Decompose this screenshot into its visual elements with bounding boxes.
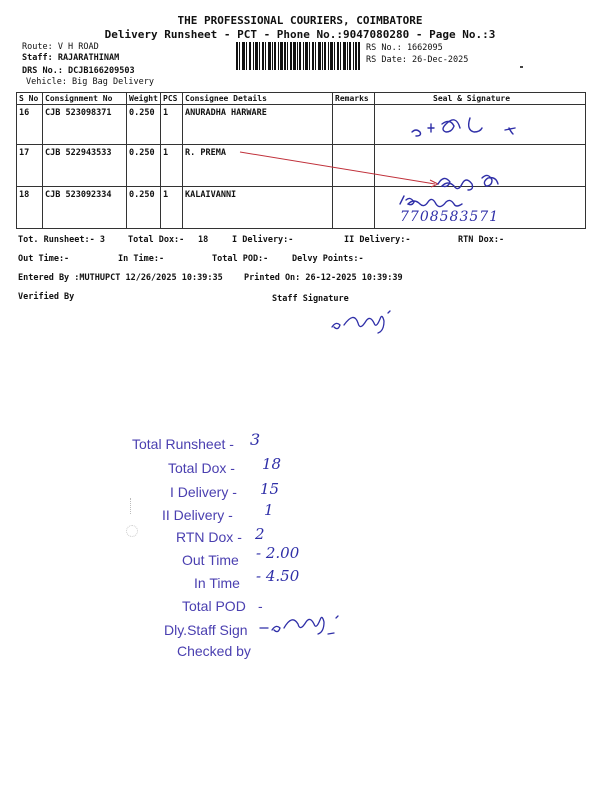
rs-number: RS No.: 1662095 bbox=[366, 43, 443, 53]
cell-weight: 0.250 bbox=[127, 145, 161, 187]
company-title: THE PROFESSIONAL COURIERS, COIMBATORE bbox=[177, 14, 423, 27]
col-header-sno: S No bbox=[17, 93, 43, 105]
drs-number: DRS No.: DCJB166209503 bbox=[22, 66, 135, 76]
ii-delivery: II Delivery:- bbox=[344, 235, 411, 245]
col-header-consignee: Consignee Details bbox=[183, 93, 333, 105]
value-total-pod: - bbox=[258, 598, 263, 614]
value-i-delivery: 15 bbox=[260, 480, 280, 498]
delvy-points: Delvy Points:- bbox=[292, 254, 364, 264]
rs-date: RS Date: 26-Dec-2025 bbox=[366, 55, 469, 65]
total-pod: Total POD:- bbox=[212, 254, 269, 264]
signature-row16 bbox=[412, 118, 515, 136]
printed-on: Printed On: 26-12-2025 10:39:39 bbox=[244, 273, 403, 283]
verified-by: Verified By bbox=[18, 292, 75, 302]
cell-consignee: ANURADHA HARWARE bbox=[183, 105, 333, 145]
tot-runsheet: Tot. Runsheet:- 3 bbox=[18, 235, 105, 245]
vehicle-label: Vehicle: Big Bag Delivery bbox=[26, 77, 154, 87]
stamp-checked-by: Checked by bbox=[177, 643, 251, 659]
cell-consignment: CJB 523098371 bbox=[43, 105, 127, 145]
stamp-i-delivery: I Delivery - bbox=[170, 484, 237, 500]
red-pen-line bbox=[240, 152, 435, 184]
cell-sno: 16 bbox=[17, 105, 43, 145]
col-header-pcs: PCS bbox=[161, 93, 183, 105]
cell-consignee: KALAIVANNI bbox=[183, 187, 333, 229]
scan-speckle bbox=[130, 498, 137, 514]
stamp-total-runsheet: Total Runsheet - bbox=[132, 436, 234, 452]
stamp-in-time: In Time bbox=[194, 575, 240, 591]
handwritten-signatures bbox=[180, 80, 580, 240]
value-rtn-dox: 2 bbox=[255, 525, 265, 543]
out-time: Out Time:- bbox=[18, 254, 70, 264]
entered-by: Entered By :MUTHUPCT 12/26/2025 10:39:35 bbox=[18, 273, 223, 283]
barcode-image bbox=[236, 42, 360, 70]
staff-signature-image bbox=[326, 305, 406, 335]
stamp-out-time: Out Time bbox=[182, 552, 239, 568]
rtn-dox: RTN Dox:- bbox=[458, 235, 505, 245]
i-delivery: I Delivery:- bbox=[232, 235, 294, 245]
value-total-dox: 18 bbox=[262, 455, 282, 473]
staff-signature-label: Staff Signature bbox=[272, 294, 349, 304]
ink-dot bbox=[520, 66, 523, 68]
cell-consignee: R. PREMA bbox=[183, 145, 333, 187]
cell-pcs: 1 bbox=[161, 145, 183, 187]
stamp-rtn-dox: RTN Dox - bbox=[176, 529, 242, 545]
dly-staff-signature-image bbox=[256, 612, 346, 640]
signature-row18 bbox=[400, 175, 498, 206]
value-total-runsheet: 3 bbox=[250, 430, 261, 449]
stamp-dly-staff-sign: Dly.Staff Sign bbox=[164, 622, 248, 638]
col-header-seal: Seal & Signature bbox=[375, 93, 586, 105]
col-header-consignment: Consignment No bbox=[43, 93, 127, 105]
value-in-time: - 4.50 bbox=[256, 567, 300, 585]
cell-sno: 17 bbox=[17, 145, 43, 187]
col-header-remarks: Remarks bbox=[333, 93, 375, 105]
stamp-total-dox: Total Dox - bbox=[168, 460, 235, 476]
stamp-total-pod: Total POD bbox=[182, 598, 246, 614]
total-dox-value: 18 bbox=[198, 235, 209, 245]
staff-label: Staff: RAJARATHINAM bbox=[22, 53, 120, 63]
route-label: Route: V H ROAD bbox=[22, 42, 99, 52]
runsheet-subtitle: Delivery Runsheet - PCT - Phone No.:9047080280 - Page No.:3 bbox=[104, 28, 496, 41]
in-time: In Time:- bbox=[118, 254, 165, 264]
cell-sno: 18 bbox=[17, 187, 43, 229]
total-dox-label: Total Dox:- bbox=[128, 235, 185, 245]
scan-speckle bbox=[126, 525, 138, 537]
value-ii-delivery: 1 bbox=[264, 501, 274, 519]
cell-pcs: 1 bbox=[161, 187, 183, 229]
handwritten-phone: 7708583571 bbox=[400, 209, 500, 225]
cell-consignment: CJB 522943533 bbox=[43, 145, 127, 187]
cell-weight: 0.250 bbox=[127, 187, 161, 229]
stamp-ii-delivery: II Delivery - bbox=[162, 507, 233, 523]
value-out-time: - 2.00 bbox=[256, 544, 300, 562]
col-header-weight: Weight bbox=[127, 93, 161, 105]
cell-consignment: CJB 523092334 bbox=[43, 187, 127, 229]
cell-weight: 0.250 bbox=[127, 105, 161, 145]
cell-pcs: 1 bbox=[161, 105, 183, 145]
